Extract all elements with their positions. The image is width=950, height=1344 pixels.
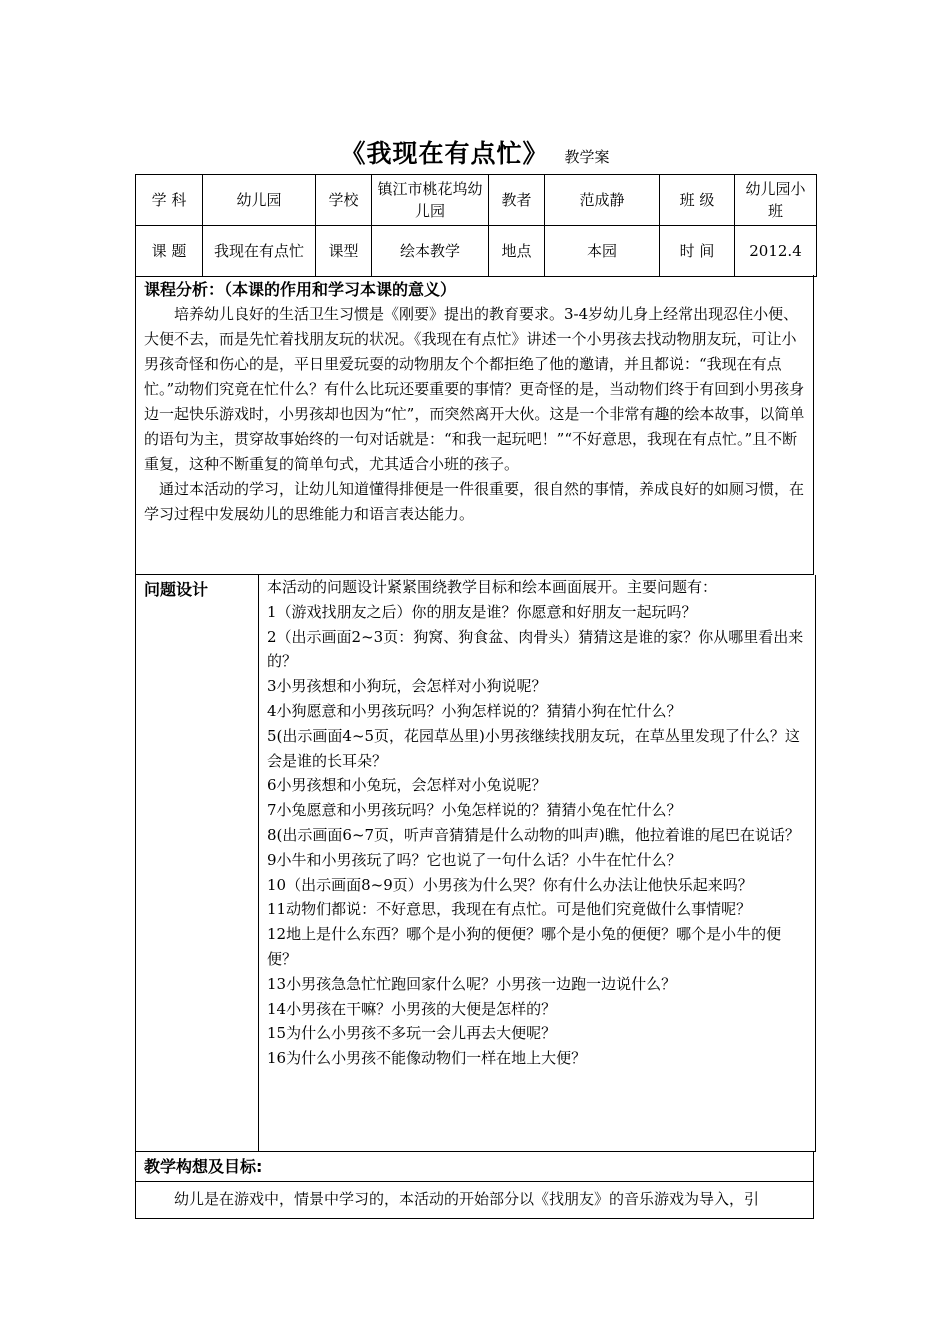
time-label: 时 间 <box>660 226 735 277</box>
question-item: 7小兔愿意和小男孩玩吗？小兔怎样说的？猜猜小兔在忙什么？ <box>267 801 682 820</box>
design-content <box>259 575 815 1151</box>
topic-value: 我现在有点忙 <box>203 226 316 277</box>
title-subtitle: 教学案 <box>564 148 610 166</box>
place-label: 地点 <box>489 226 545 277</box>
question-item: 13小男孩急急忙忙跑回家什么呢？小男孩一边跑一边说什么？ <box>267 974 677 993</box>
analysis-heading: 课程分析：（本课的作用和学习本课的意义） <box>144 280 457 299</box>
question-item: 6小男孩想和小兔玩，会怎样对小兔说呢？ <box>267 776 547 795</box>
topic-label: 课 题 <box>136 226 203 277</box>
question-item: 8(出示画面6~7页，听声音猜猜是什么动物的叫声)瞧，他拉着谁的尾巴在说话？ <box>267 825 800 844</box>
course-analysis-section <box>135 275 814 575</box>
question-item: 16为什么小男孩不能像动物们一样在地上大便？ <box>267 1049 587 1068</box>
teacher-label: 教者 <box>489 175 545 226</box>
school-value: 镇江市桃花坞幼儿园 <box>372 175 489 226</box>
type-label: 课型 <box>316 226 372 277</box>
question-item: 2（出示画面2~3页：狗窝、狗食盆、肉骨头）猜猜这是谁的家？你从哪里看出来的？ <box>267 627 804 671</box>
subject-value: 幼儿园 <box>203 175 316 226</box>
question-item: 14小男孩在干嘛？小男孩的大便是怎样的？ <box>267 999 557 1018</box>
info-row-2 <box>136 226 817 277</box>
goals-paragraph: 幼儿是在游戏中，情景中学习的，本活动的开始部分以《找朋友》的音乐游戏为导入，引 <box>174 1190 760 1208</box>
class-label: 班 级 <box>660 175 735 226</box>
school-label: 学校 <box>316 175 372 226</box>
question-item: 5(出示画面4~5页，花园草丛里)小男孩继续找朋友玩，在草丛里发现了什么？这会是谁的长耳朵？ <box>267 726 800 770</box>
analysis-paragraph-2: 通过本活动的学习，让幼儿知道懂得排便是一件很重要，很自然的事情，养成良好的如厕习惯，在学习过程中发展幼儿的思维能力和语言表达能力。 <box>144 480 805 523</box>
design-label: 问题设计 <box>136 575 259 1151</box>
title-main: 《我现在有点忙》 <box>340 139 549 168</box>
class-value: 幼儿园小班 <box>735 175 817 226</box>
analysis-paragraph-1: 培养幼儿良好的生活卫生习惯是《刚要》提出的教育要求。3-4岁幼儿身上经常出现忍住小便、大便不去，而是先忙着找朋友玩的状况。《我现在有点忙》讲述一个小男孩去找动物朋友玩，可让小男孩奇怪和伤心的是，平日里爱玩耍的动物朋友个个都拒绝了他的邀请，并且都说：“我现在有点忙。”动物们究竟在忙什么？有什么比玩还要重要的事情？更奇怪的是，当动物们终于有回到小男孩身边一起快乐游戏时，小男孩却也因为“忙”，而突然离开大伙。这是一个非常有趣的绘本故事，以简单的语句为主，贯穿故事始终的一句对话就是：“和我一起玩吧！”“不好意思，我现在有点忙。”且不断重复，这种不断重复的简单句式，尤其适合小班的孩子。 <box>144 305 805 473</box>
question-item: 3小男孩想和小狗玩，会怎样对小狗说呢？ <box>267 677 547 696</box>
question-item: 11动物们都说：不好意思，我现在有点忙。可是他们究竟做什么事情呢？ <box>267 900 752 919</box>
design-intro: 本活动的问题设计紧紧围绕教学目标和绘本画面展开。主要问题有： <box>267 578 718 596</box>
question-item: 15为什么小男孩不多玩一会儿再去大便呢？ <box>267 1024 557 1043</box>
time-value: 2012.4 <box>735 226 817 277</box>
teaching-goals-section <box>135 1151 814 1219</box>
teacher-value: 范成静 <box>545 175 660 226</box>
info-row-1 <box>136 175 817 226</box>
question-item: 4小狗愿意和小男孩玩吗？小狗怎样说的？猜猜小狗在忙什么？ <box>267 701 682 720</box>
question-item: 1（游戏找朋友之后）你的朋友是谁？你愿意和好朋友一起玩吗？ <box>267 602 697 621</box>
question-item: 9小牛和小男孩玩了吗？它也说了一句什么话？小牛在忙什么？ <box>267 850 682 869</box>
place-value: 本园 <box>545 226 660 277</box>
question-item: 12地上是什么东西？哪个是小狗的便便？哪个是小兔的便便？哪个是小牛的便便？ <box>267 925 782 968</box>
document-title <box>0 134 950 170</box>
question-design-section <box>135 575 816 1152</box>
lesson-info-table <box>135 174 817 277</box>
goals-heading: 教学构想及目标: <box>144 1157 263 1176</box>
question-item: 10（出示画面8~9页）小男孩为什么哭？你有什么办法让他快乐起来吗？ <box>267 875 753 894</box>
type-value: 绘本教学 <box>372 226 489 277</box>
subject-label: 学 科 <box>136 175 203 226</box>
